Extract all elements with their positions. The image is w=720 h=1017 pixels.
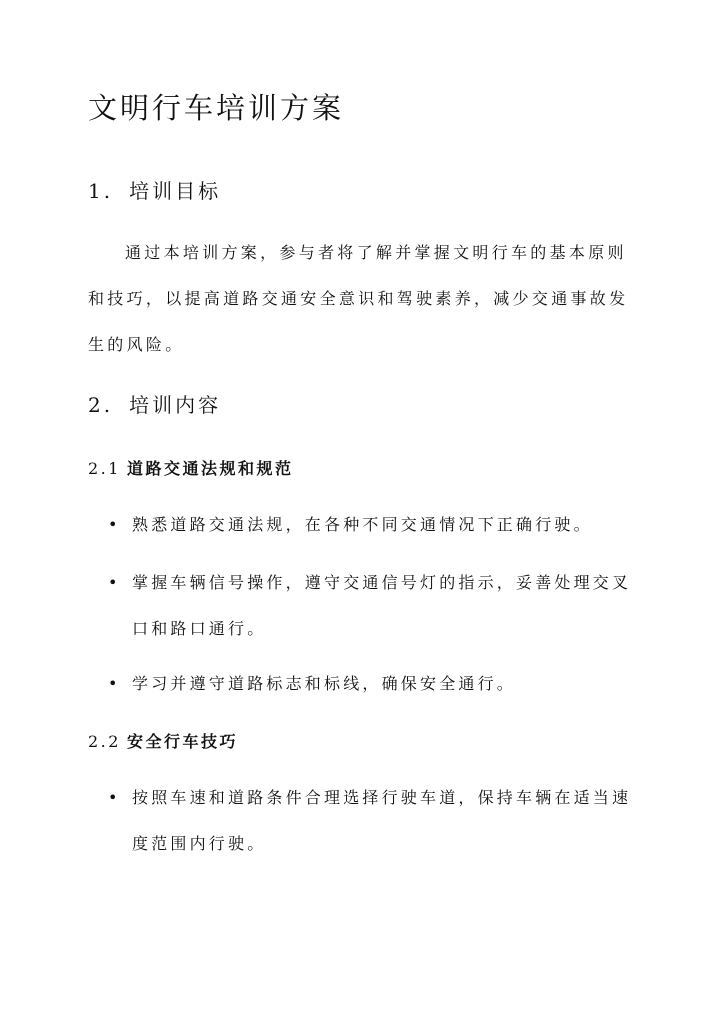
subsection-number: 2.1 bbox=[88, 459, 121, 478]
section-title: 培训目标 bbox=[129, 179, 222, 203]
list-item bbox=[108, 560, 637, 652]
subsection-number: 2.2 bbox=[88, 732, 121, 751]
section-title: 培训内容 bbox=[129, 393, 222, 417]
list-item-text: 熟悉道路交通法规，在各种不同交通情况下正确行驶。 bbox=[132, 515, 593, 534]
section-heading-content bbox=[88, 389, 221, 418]
list-item-text: 掌握车辆信号操作，遵守交通信号灯的指示，妥善处理交叉口和路口通行。 bbox=[132, 573, 632, 638]
subsection-title: 安全行车技巧 bbox=[126, 732, 238, 751]
subsection-heading-safe-driving bbox=[88, 729, 238, 752]
subsection-heading-regulations bbox=[88, 456, 293, 479]
goals-paragraph: 通过本培训方案，参与者将了解并掌握文明行车的基本原则和技巧，以提高道路交通安全意识和驾驶素养，减少交通事故发生的风险。 bbox=[88, 243, 629, 354]
bullet-icon: • bbox=[108, 674, 121, 693]
subsection-title: 道路交通法规和规范 bbox=[126, 459, 294, 478]
document-title: 文明行车培训方案 bbox=[88, 91, 345, 125]
bullet-icon: • bbox=[108, 788, 121, 807]
bullet-icon: • bbox=[108, 515, 121, 534]
section-number: 2. bbox=[88, 393, 114, 417]
list-item-text: 学习并遵守道路标志和标线，确保安全通行。 bbox=[132, 674, 517, 693]
list-item bbox=[108, 661, 637, 707]
list-item bbox=[108, 775, 637, 867]
section-number: 1. bbox=[88, 179, 114, 203]
section-heading-goals bbox=[88, 175, 221, 204]
bullet-icon: • bbox=[108, 573, 121, 592]
list-item-text: 按照车速和道路条件合理选择行驶车道，保持车辆在适当速度范围内行驶。 bbox=[132, 788, 632, 853]
list-item bbox=[108, 502, 637, 548]
